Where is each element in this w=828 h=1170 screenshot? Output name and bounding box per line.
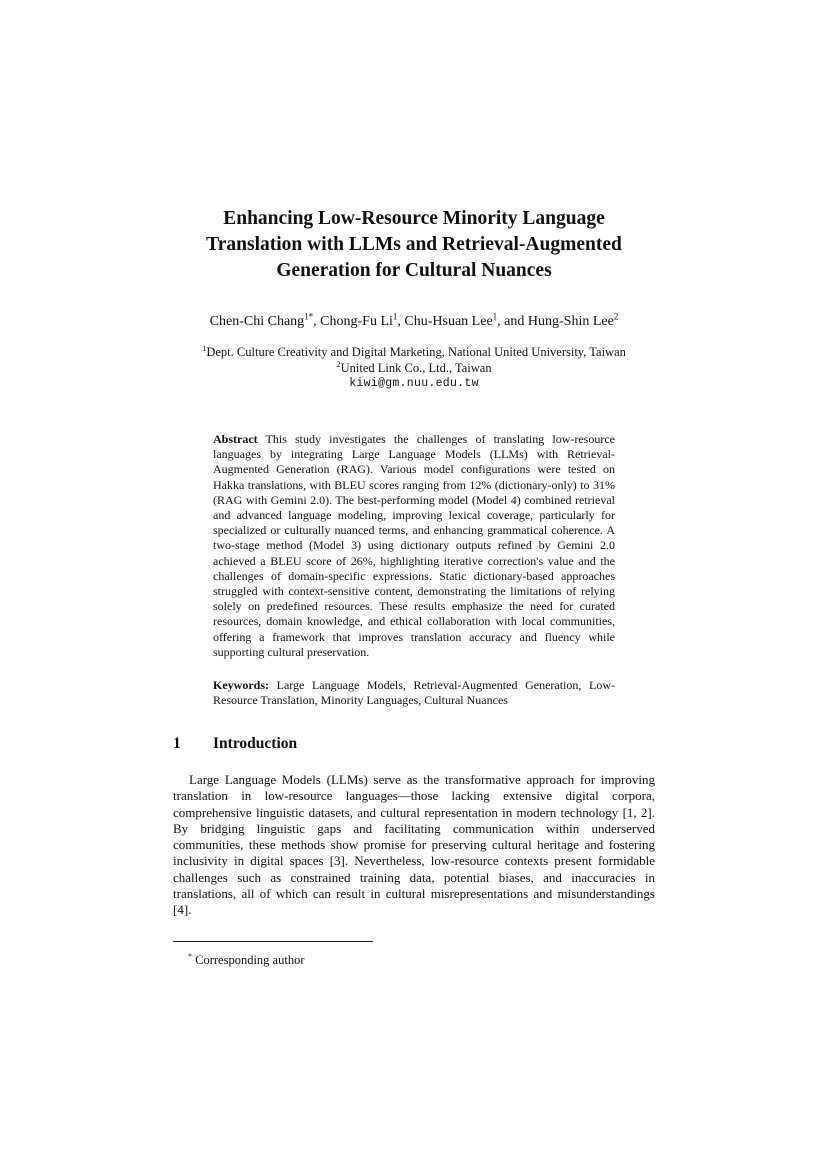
abstract-text: This study investigates the challenges of translating low-resource languages by integrating Large Language Models (LLMs) with Retrieval-Augmented Generation (RAG). Various model configurations were tested on Hakka translations, with BLEU scores ranging from 12% (dictionary-only) to 31% (RAG with Gemini 2.0). The best-performing model (Model 4) combined retrieval and advanced language modeling, improving lexical coverage, particularly for specialized or culturally nuanced terms, and enhancing grammatical coherence. A two-stage method (Model 3) using dictionary outputs refined by Gemini 2.0 achieved a BLEU score of 26%, highlighting iterative correction's value and the challenges of domain-specific expressions. Static dictionary-based approaches struggled with context-sensitive content, demonstrating the limitations of relying solely on predefined resources. These results emphasize the need for curated resources, domain knowledge, and ethical collaboration with local communities, offering a framework that improves translation accuracy and fluency while supporting cultural preservation. [213,432,615,659]
author-name: Chong-Fu Li [320,314,393,329]
author-name: Chu-Hsuan Lee [404,314,493,329]
abstract-label: Abstract [213,432,258,446]
footnote-mark: * [188,952,192,961]
keywords [213,678,615,708]
footnote-text: Corresponding author [192,953,305,968]
affiliation-text: Dept. Culture Creativity and Digital Marketing, National United University, Taiwan [206,345,626,359]
author-separator: , [397,314,405,329]
keywords-label: Keywords: [213,678,269,692]
affiliation [120,344,708,360]
footnote [188,949,648,968]
author-name: Chen-Chi Chang [209,314,305,329]
author-list [120,312,708,332]
author-separator: , [313,314,321,329]
affiliation-mark: 2 [336,358,341,369]
abstract [213,432,615,660]
contact-email: kiwi@gm.nuu.edu.tw [349,377,479,390]
author-name: Hung-Shin Lee [527,314,614,329]
author-mark: 1 [392,311,398,322]
affiliation-mark: 1 [202,342,207,353]
section-title: Introduction [213,735,298,752]
paper-title [160,206,668,284]
section-heading-introduction [173,733,673,755]
title-line: Enhancing Low-Resource Minority Language [223,208,605,229]
author-mark: 1 [492,311,498,322]
author-mark: 1* [304,311,314,322]
keywords-text: Large Language Models, Retrieval-Augmented Generation, Low-Resource Translation, Minority Languages, Cultural Nuances [213,678,615,708]
author-separator: , and [497,314,528,329]
intro-paragraph: Large Language Models (LLMs) serve as the transformative approach for improving translation in low-resource languages—those lacking extensive digital corpora, comprehensive linguistic datasets, and cultural representation in modern technology [1, 2]. By bridging linguistic gaps and facilitating communication within underserved communities, these methods show promise for preserving cultural heritage and fostering inclusivity in digital spaces [3]. Nevertheless, low-resource contexts present formidable challenges such as constrained training data, potential biases, and inaccuracies in translations, all of which can result in cultural misrepresentations and misunderstandings [4]. [173,772,655,918]
section-number: 1 [173,735,181,752]
affiliation-block [120,344,708,392]
affiliation [120,360,708,376]
title-line: Translation with LLMs and Retrieval-Augmented [206,234,622,255]
footnote-divider [173,941,373,942]
author-mark: 2 [613,311,619,322]
title-line: Generation for Cultural Nuances [276,260,552,281]
affiliation-text: United Link Co., Ltd., Taiwan [340,361,492,375]
